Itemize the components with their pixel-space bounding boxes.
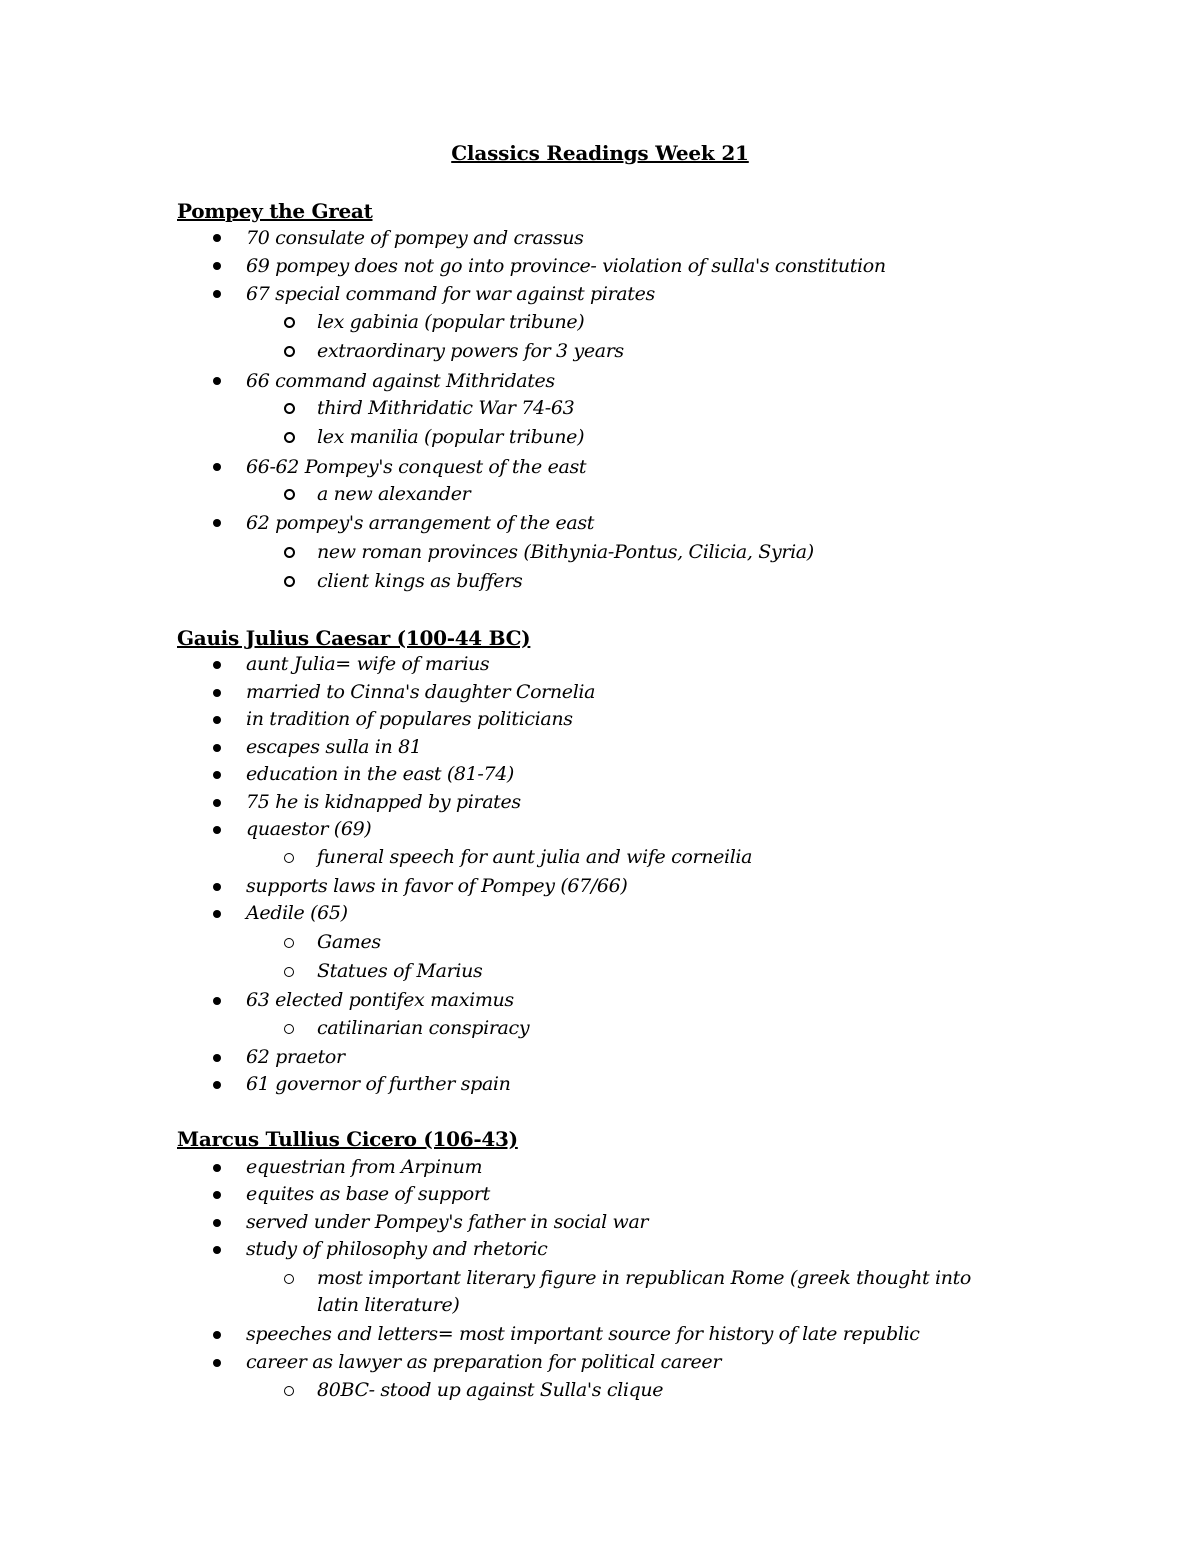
list-item: 61 governor of further spain: [246, 1073, 511, 1095]
list-item: quaestor (69): [246, 818, 372, 840]
document-title: Classics Readings Week 21: [451, 141, 749, 165]
bullet-icon: [213, 463, 221, 471]
bullet-icon: [213, 661, 221, 669]
list-item: 75 he is kidnapped by pirates: [246, 791, 521, 813]
list-item: 69 pompey does not go into province- violation of sulla's constitution: [246, 255, 886, 277]
sub-list-item: extraordinary powers for 3 years: [317, 340, 624, 362]
sub-list-item: most important literary figure in republican Rome (greek thought into latin literature): [317, 1267, 971, 1316]
list-item: equites as base of support: [246, 1183, 490, 1205]
list-item: 62 praetor: [246, 1046, 345, 1068]
bullet-icon: [213, 826, 221, 834]
bullet-icon: [213, 744, 221, 752]
sub-bullet-icon: [284, 1274, 294, 1284]
bullet-icon: [213, 1054, 221, 1062]
sub-bullet-icon: [284, 576, 295, 587]
list-item: speeches and letters= most important source for history of late republic: [246, 1323, 920, 1345]
sub-list-item: new roman provinces (Bithynia-Pontus, Cilicia, Syria): [317, 541, 814, 563]
sub-bullet-icon: [284, 489, 295, 500]
bullet-icon: [213, 290, 221, 298]
bullet-icon: [213, 997, 221, 1005]
sub-bullet-icon: [284, 432, 295, 443]
bullet-icon: [213, 1359, 221, 1367]
bullet-icon: [213, 1081, 221, 1089]
sub-list-item: Statues of Marius: [317, 960, 483, 982]
list-item: 62 pompey's arrangement of the east: [246, 512, 594, 534]
sub-list-item: funeral speech for aunt julia and wife corneilia: [317, 846, 753, 868]
bullet-icon: [213, 377, 221, 385]
list-item: supports laws in favor of Pompey (67/66): [246, 875, 628, 897]
sub-bullet-icon: [284, 853, 294, 863]
bullet-icon: [213, 771, 221, 779]
bullet-icon: [213, 1191, 221, 1199]
sub-list-item: catilinarian conspiracy: [317, 1017, 530, 1039]
list-item: married to Cinna's daughter Cornelia: [246, 681, 596, 703]
list-item: Aedile (65): [246, 902, 348, 924]
sub-list-item: third Mithridatic War 74-63: [317, 397, 575, 419]
sub-list-item: 80BC- stood up against Sulla's clique: [317, 1379, 664, 1401]
list-item: in tradition of populares politicians: [246, 708, 573, 730]
sub-bullet-icon: [284, 547, 295, 558]
section-heading-cicero: Marcus Tullius Cicero (106-43): [177, 1127, 518, 1151]
list-item: 66-62 Pompey's conquest of the east: [246, 456, 587, 478]
sub-bullet-icon: [284, 346, 295, 357]
sub-list-item: client kings as buffers: [317, 570, 523, 592]
sub-bullet-icon: [284, 317, 295, 328]
bullet-icon: [213, 519, 221, 527]
bullet-icon: [213, 883, 221, 891]
sub-list-item: lex manilia (popular tribune): [317, 426, 585, 448]
section-heading-caesar: Gauis Julius Caesar (100-44 BC): [177, 626, 531, 650]
section-heading-pompey: Pompey the Great: [177, 199, 373, 223]
bullet-icon: [213, 1164, 221, 1172]
sub-bullet-icon: [284, 938, 294, 948]
bullet-icon: [213, 716, 221, 724]
list-item: aunt Julia= wife of marius: [246, 653, 490, 675]
sub-bullet-icon: [284, 967, 294, 977]
list-item: education in the east (81-74): [246, 763, 514, 785]
list-item: 63 elected pontifex maximus: [246, 989, 514, 1011]
list-item: equestrian from Arpinum: [246, 1156, 483, 1178]
sub-list-item: lex gabinia (popular tribune): [317, 311, 585, 333]
list-item: escapes sulla in 81: [246, 736, 422, 758]
bullet-icon: [213, 1331, 221, 1339]
sub-bullet-icon: [284, 403, 295, 414]
bullet-icon: [213, 910, 221, 918]
bullet-icon: [213, 1246, 221, 1254]
list-item: study of philosophy and rhetoric: [246, 1238, 548, 1260]
bullet-icon: [213, 262, 221, 270]
bullet-icon: [213, 234, 221, 242]
bullet-icon: [213, 1219, 221, 1227]
list-item: 67 special command for war against pirates: [246, 283, 655, 305]
sub-bullet-icon: [284, 1386, 294, 1396]
sub-list-item: Games: [317, 931, 381, 953]
list-item: career as lawyer as preparation for political career: [246, 1351, 722, 1373]
sub-list-item: a new alexander: [317, 483, 471, 505]
list-item: served under Pompey's father in social war: [246, 1211, 649, 1233]
sub-bullet-icon: [284, 1024, 294, 1034]
list-item: 70 consulate of pompey and crassus: [246, 227, 584, 249]
bullet-icon: [213, 689, 221, 697]
list-item: 66 command against Mithridates: [246, 370, 555, 392]
bullet-icon: [213, 799, 221, 807]
